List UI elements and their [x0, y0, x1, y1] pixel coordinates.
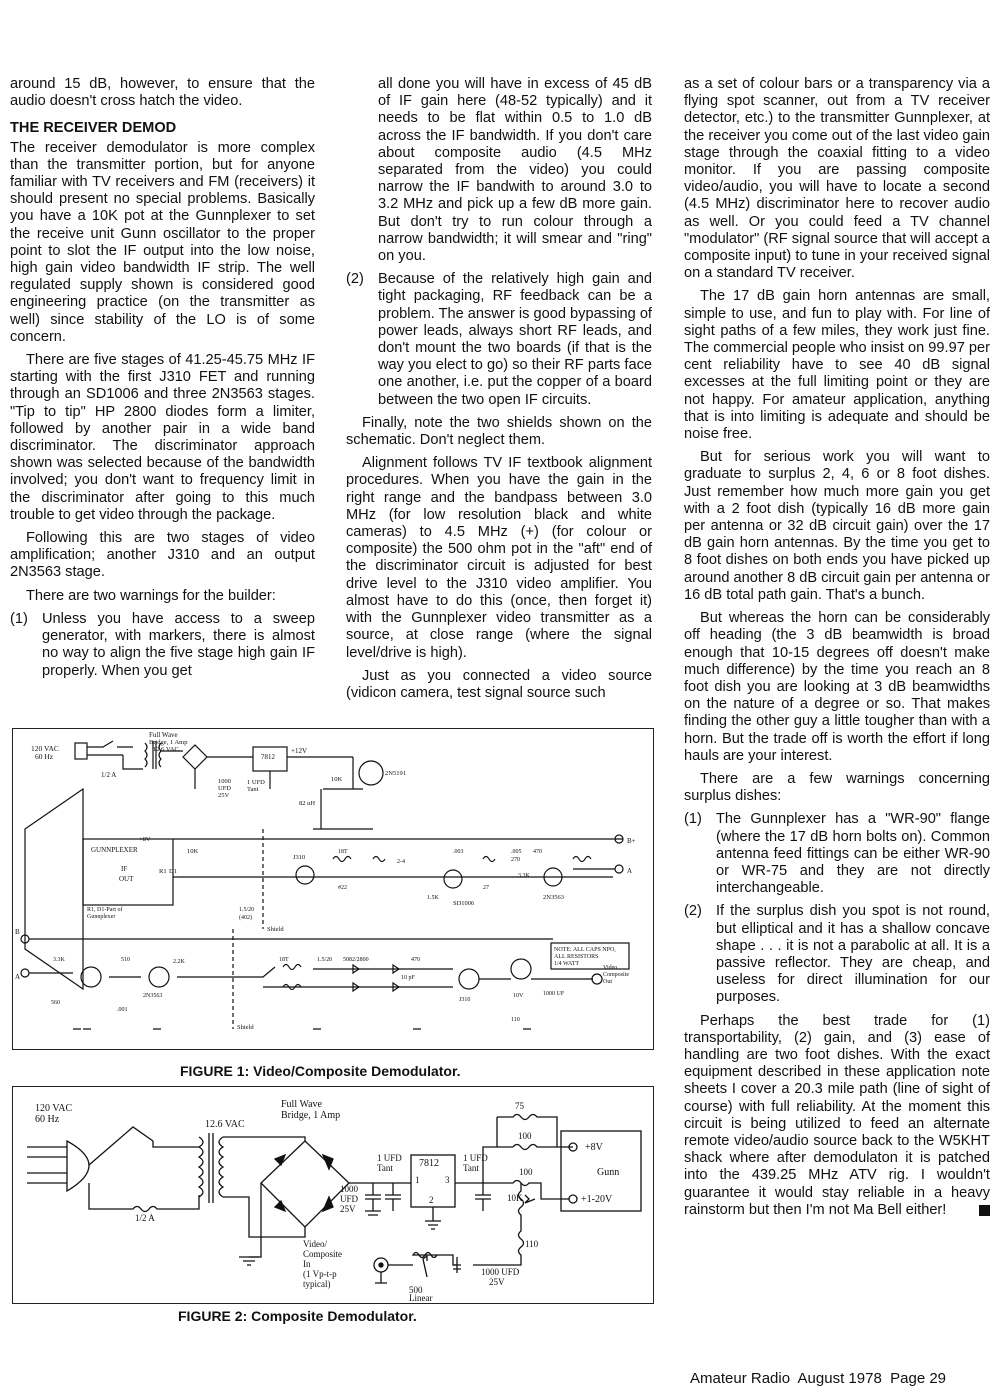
label: 1 UFD — [247, 779, 265, 786]
label: 500 — [409, 1285, 423, 1295]
label: 1 UFD — [463, 1153, 488, 1163]
paragraph — [684, 1013, 990, 1219]
label: .003 — [453, 849, 464, 855]
paragraph: But for serious work you will want to graduate to surplus 2, 4, 6 or 8 foot dishes. Just remember how much more gain you get with a 2 foot dish (typically 16 dB more gain per antenna or 32 dB circuit gain) over the 17 dB gain horn antennas. By the time you get to 8 foot dishes on both ends you have picked up around another 8 dB circuit gain per antenna or 16 dB total path gain. That's a bunch. — [684, 449, 990, 603]
bridge-rectifier — [183, 745, 207, 769]
figure-2-caption: FIGURE 2: Composite Demodulator. — [178, 1308, 417, 1324]
label: UFD — [340, 1194, 359, 1204]
label: +12V — [291, 747, 308, 755]
plug-shape — [75, 743, 87, 759]
label: 470 — [533, 849, 542, 855]
label: Shield — [267, 926, 284, 933]
label: Bridge, 1 Amp — [149, 739, 188, 746]
label: 10K — [331, 776, 343, 783]
label: 7812 — [261, 753, 275, 761]
video-out-connector — [592, 974, 602, 984]
transistor-j310-b — [459, 969, 479, 989]
paragraph: as a set of colour bars or a transparency via a flying spot scanner, out from a TV receiver detector, etc.) to the transmitter Gunnplexer, at the receiver you come out of the last video gain stage through the coaxial fitting to a video monitor. If you are passing composite video/audio, you will have to locate a second (4.5 MHz) discriminator here to recover audio as well. Or you could feed a TV channel "modulator" (RF signal source that will accept a composite input) to tune in your received signal on a standard TV receiver. — [684, 76, 990, 282]
label: 1000 — [340, 1184, 358, 1194]
label: 1.5/20 — [239, 907, 255, 913]
list-item — [684, 903, 990, 1006]
transformer-primary — [199, 1137, 203, 1197]
transistor-j310 — [296, 866, 314, 884]
label: 10V — [513, 993, 524, 999]
label: Composite — [603, 972, 630, 978]
label: 1 UFD — [377, 1153, 402, 1163]
list-text: If the surplus dish you spot is not round, but elliptical and it has a shallow concave shape . . . it is not a parabolic at all. It is a passive reflector. They are cheap, and useless for direct illumination for our purposes. — [716, 903, 990, 1006]
terminal-120v — [569, 1195, 577, 1203]
label: 2N3563 — [543, 894, 564, 901]
label: Tant — [377, 1163, 393, 1173]
bridge-rectifier — [261, 1141, 349, 1227]
label: +8V — [585, 1142, 603, 1153]
paragraph: The 17 dB gain horn antennas are small, simple to use, and fun to play with. For line of sight paths of a few miles, they work just fine. The commercial people who insist on 99.97 per cent reliability have to see 40 dB signal excesses at the full limiting point or they are not happy. For amateur application, anything that is into limiting is adequate and should be noise free. — [684, 288, 990, 443]
pot-500-wiper — [423, 1256, 427, 1277]
label: 3 — [445, 1175, 450, 1185]
transistor-2n3563-b — [149, 967, 169, 987]
label: 560 — [51, 1000, 60, 1006]
label: J310 — [293, 854, 306, 861]
label: Out — [603, 979, 612, 985]
list-text: Because of the relatively high gain and tight packaging, RF feedback can be a problem. The answer is good bypassing of power leads, always short RF leads, and don't mount the two boards (if that is the way you elect to go) so their RF parts face one another, i.e. put the copper of a board between the two open IF circuits. — [378, 271, 652, 408]
paragraph: There are a few warnings concerning surplus dishes: — [684, 770, 990, 805]
column-3 — [684, 76, 990, 1225]
label: R1 — [159, 868, 167, 875]
list-text: Unless you have access to a sweep generator, with markers, there is almost no way to align the five stage high gain IF properly. When you get — [42, 610, 315, 679]
label: 1000 — [218, 778, 231, 785]
label: D1 — [169, 868, 177, 875]
label: Gunn — [597, 1167, 620, 1178]
label: In — [303, 1259, 311, 1269]
label: 1/4 WATT — [554, 961, 580, 967]
list-number: (2) — [346, 271, 364, 288]
label: 1/2 A — [101, 771, 117, 779]
paragraph: There are five stages of 41.25-45.75 MHz IF starting with the first J310 FET and running through an SD1006 and three 2N3563 stages. "Tip to tip" HP 2800 diodes form a limiter, followed by another pair in a wide band discriminator. The discriminator approach shown was selected because of the bandwidth involved; you don't want to frequency limit in the discriminator after going to this much trouble to get video through the package. — [10, 352, 315, 523]
end-mark — [979, 1205, 990, 1216]
label: (402) — [239, 915, 252, 921]
label: SD1006 — [453, 900, 475, 907]
label: R1, D1-Part of — [87, 907, 123, 913]
label: 10 pF — [401, 975, 415, 981]
plug-prongs — [27, 1147, 67, 1183]
label: Composite — [303, 1249, 343, 1259]
label: .001 — [117, 1007, 128, 1013]
label: 25V — [340, 1204, 356, 1214]
label: 60 Hz — [35, 1114, 60, 1125]
list-text: The Gunnplexer has a "WR-90" flange (where the 17 dB horn bolts on). Common antenna feed fittings can be either WR-90 or WR-75 and they are not directly interchangeable. — [716, 811, 990, 897]
label: 470 — [411, 957, 420, 963]
label: 510 — [121, 957, 130, 963]
label: NOTE: ALL CAPS NPO, — [554, 947, 616, 953]
label: 110 — [511, 1017, 520, 1023]
label: (1 Vp-t-p — [303, 1269, 337, 1279]
label: Tant — [247, 786, 259, 793]
label: 18T — [338, 849, 348, 855]
paragraph: But whereas the horn can be considerably off heading (the 3 dB beamwidth is broad enough that 10-15 degrees off doesn't make much difference) by the time you reach an 8 foot dish you are looking at 3 dB beamwidths on the nature of a degree or so. That makes finding the other guy a little tougher than with a horn. But the trade off is worth the effort if long hauls are your interest. — [684, 610, 990, 764]
label: Video/ — [303, 1239, 327, 1249]
label: IF — [121, 865, 128, 873]
paragraph: Just as you connected a video source (vidicon camera, test signal source such — [346, 667, 652, 701]
label: 18T — [279, 957, 289, 963]
label: Video — [603, 965, 618, 971]
transformer-primary — [145, 743, 147, 767]
label: 100 — [519, 1167, 533, 1177]
transistor-2n5191 — [359, 761, 383, 785]
label: 120 VAC — [35, 1103, 73, 1114]
switch — [89, 1127, 153, 1165]
label: Tant — [463, 1163, 479, 1173]
label: 10K — [507, 1193, 523, 1203]
label: 75 — [515, 1101, 524, 1111]
label: A — [15, 973, 21, 981]
label: A — [627, 867, 633, 875]
label: +1-20V — [581, 1194, 613, 1205]
label: 7812 — [419, 1158, 439, 1169]
label: 3.3K — [53, 957, 65, 963]
label: 82 uH — [299, 800, 316, 807]
list-item — [10, 611, 315, 680]
list-item — [346, 271, 652, 409]
label: B+ — [627, 837, 636, 845]
paragraph: Following this are two stages of video amplification; another J310 and an output 2N3563 stage. — [10, 530, 315, 581]
label: 270 — [511, 857, 520, 863]
label: 5082/2800 — [343, 957, 369, 963]
transistor-2n3563-out — [511, 959, 531, 979]
section-heading: THE RECEIVER DEMOD — [10, 120, 177, 137]
paragraph-text: Perhaps the best trade for (1) transportability, (2) gain, and (3) ease of handling are two foot dishes. With the exact equipment described in these application note sheets I cover a 20.3 mile path (line of sight of course) with full reliability. At the moment this circuit is being utilized to feed an alternate remote video/audio source back to the W5KHT shack where after demodulaton it is patched into the 439.25 MHz ATV rig. I wouldn't guarantee it would stay reliable in a heavy rainstorm but then I'm not Ma Bell either! — [684, 1012, 990, 1218]
label: 25V — [489, 1277, 505, 1287]
list-number: (2) — [684, 903, 702, 920]
list-number: (1) — [10, 610, 28, 627]
node-a-lower — [21, 969, 29, 977]
label: 3.3K — [518, 873, 530, 879]
figure-1-caption: FIGURE 1: Video/Composite Demodulator. — [180, 1063, 461, 1079]
label: B — [15, 928, 20, 936]
label: OUT — [119, 875, 134, 883]
page-footer: Amateur Radio August 1978 Page 29 — [690, 1370, 947, 1387]
label: Linear — [409, 1293, 433, 1303]
list-item — [684, 811, 990, 897]
paragraph: There are two warnings for the builder: — [26, 587, 276, 604]
label: 1000 UFD — [481, 1267, 520, 1277]
label: 100 — [518, 1131, 532, 1141]
paragraph: The receiver demodulator is more complex than the transmitter portion, but for anyone familiar with TV receivers and FM (receivers) it should present no special problems. Basically you have a 10K pot at the Gunnplexer to set the receive unit Gunn oscillator to the proper point to slot the IF output into the low noise, high gain video bandwidth IF strip. The well regulated supply shown is considered good engineering practice (on the transmitter as well) since stability of the LO is of some concern. — [10, 139, 315, 345]
label: Gunnplexer — [87, 914, 116, 920]
label: Bridge, 1 Amp — [281, 1110, 341, 1121]
label: #22 — [338, 885, 347, 891]
label: +8V — [139, 836, 151, 843]
label: 10K — [187, 848, 199, 855]
schematic-1 — [13, 729, 653, 1049]
label: 2-4 — [397, 859, 405, 865]
label: Full Wave — [281, 1099, 322, 1110]
label: 60 Hz — [35, 752, 54, 761]
label: 110 — [525, 1239, 539, 1249]
pot-10k — [519, 1183, 524, 1223]
label: 12.6 VAC — [153, 746, 179, 753]
bridge-diodes — [275, 1155, 333, 1211]
paragraph: all done you will have in excess of 45 dB of IF gain here (48-52 typically) and it needs to be flat within 0.5 to 1.0 dB across the IF bandwidth. If you don't care about composite audio (4.5 MHz separated from the video) you could narrow the IF bandwith to around 3.0 to 3.2 MHz and pick up a few dB more gain. But don't try to run colour through a narrow bandwidth; it will smear and "ring" on you. — [378, 76, 652, 265]
column-1 — [10, 76, 315, 686]
figure-2-schematic — [12, 1086, 654, 1304]
label: 120 VAC — [31, 744, 59, 753]
paragraph: Finally, note the two shields shown on the schematic. Don't neglect them. — [346, 414, 652, 449]
transistor-sd1006 — [444, 870, 462, 888]
label: ALL RESISTORS — [554, 954, 599, 960]
label: GUNNPLEXER — [91, 846, 138, 854]
label: 1/2 A — [135, 1213, 155, 1223]
node-a — [615, 865, 623, 873]
label: Shield — [237, 1024, 254, 1031]
plug-body — [67, 1141, 89, 1191]
label: 1.5K — [427, 895, 439, 901]
label: .005 — [511, 849, 522, 855]
paragraph: Alignment follows TV IF textbook alignment procedures. When you have the gain in the right range and the bandpass between 3.0 MHz (for low resolution black and white cameras) to 4.5 MHz (+) (for colour or composite) the 500 ohm pot in the "aft" end of the discriminator circuit is adjusted for best drive level to the J310 video amplifier. You almost have to do this (once, then forget it) with the Gunnplexer video transmitter as a source, at close range (where the signal level/drive is high). — [346, 455, 652, 661]
label: 2.2K — [173, 959, 185, 965]
label: 2 — [429, 1195, 434, 1205]
label: 1 — [415, 1175, 420, 1185]
label: J310 — [459, 997, 471, 1003]
label: 1000 UF — [543, 991, 565, 997]
label: Full Wave — [149, 731, 178, 739]
paragraph: around 15 dB, however, to ensure that the audio doesn't cross hatch the video. — [10, 76, 315, 110]
schematic-2 — [13, 1087, 653, 1303]
label: 25V — [218, 792, 230, 799]
figure-1-schematic — [12, 728, 654, 1050]
label: 2N5191 — [385, 770, 406, 777]
list-number: (1) — [684, 811, 702, 828]
transistor-2n3563-a — [81, 967, 101, 987]
label: UFD — [218, 785, 232, 792]
label: 12.6 VAC — [205, 1119, 245, 1130]
label: 2N3563 — [143, 993, 163, 999]
column-2 — [346, 76, 652, 708]
label: 27 — [483, 885, 489, 891]
label: typical) — [303, 1279, 331, 1289]
label: 1.5/20 — [317, 957, 333, 963]
